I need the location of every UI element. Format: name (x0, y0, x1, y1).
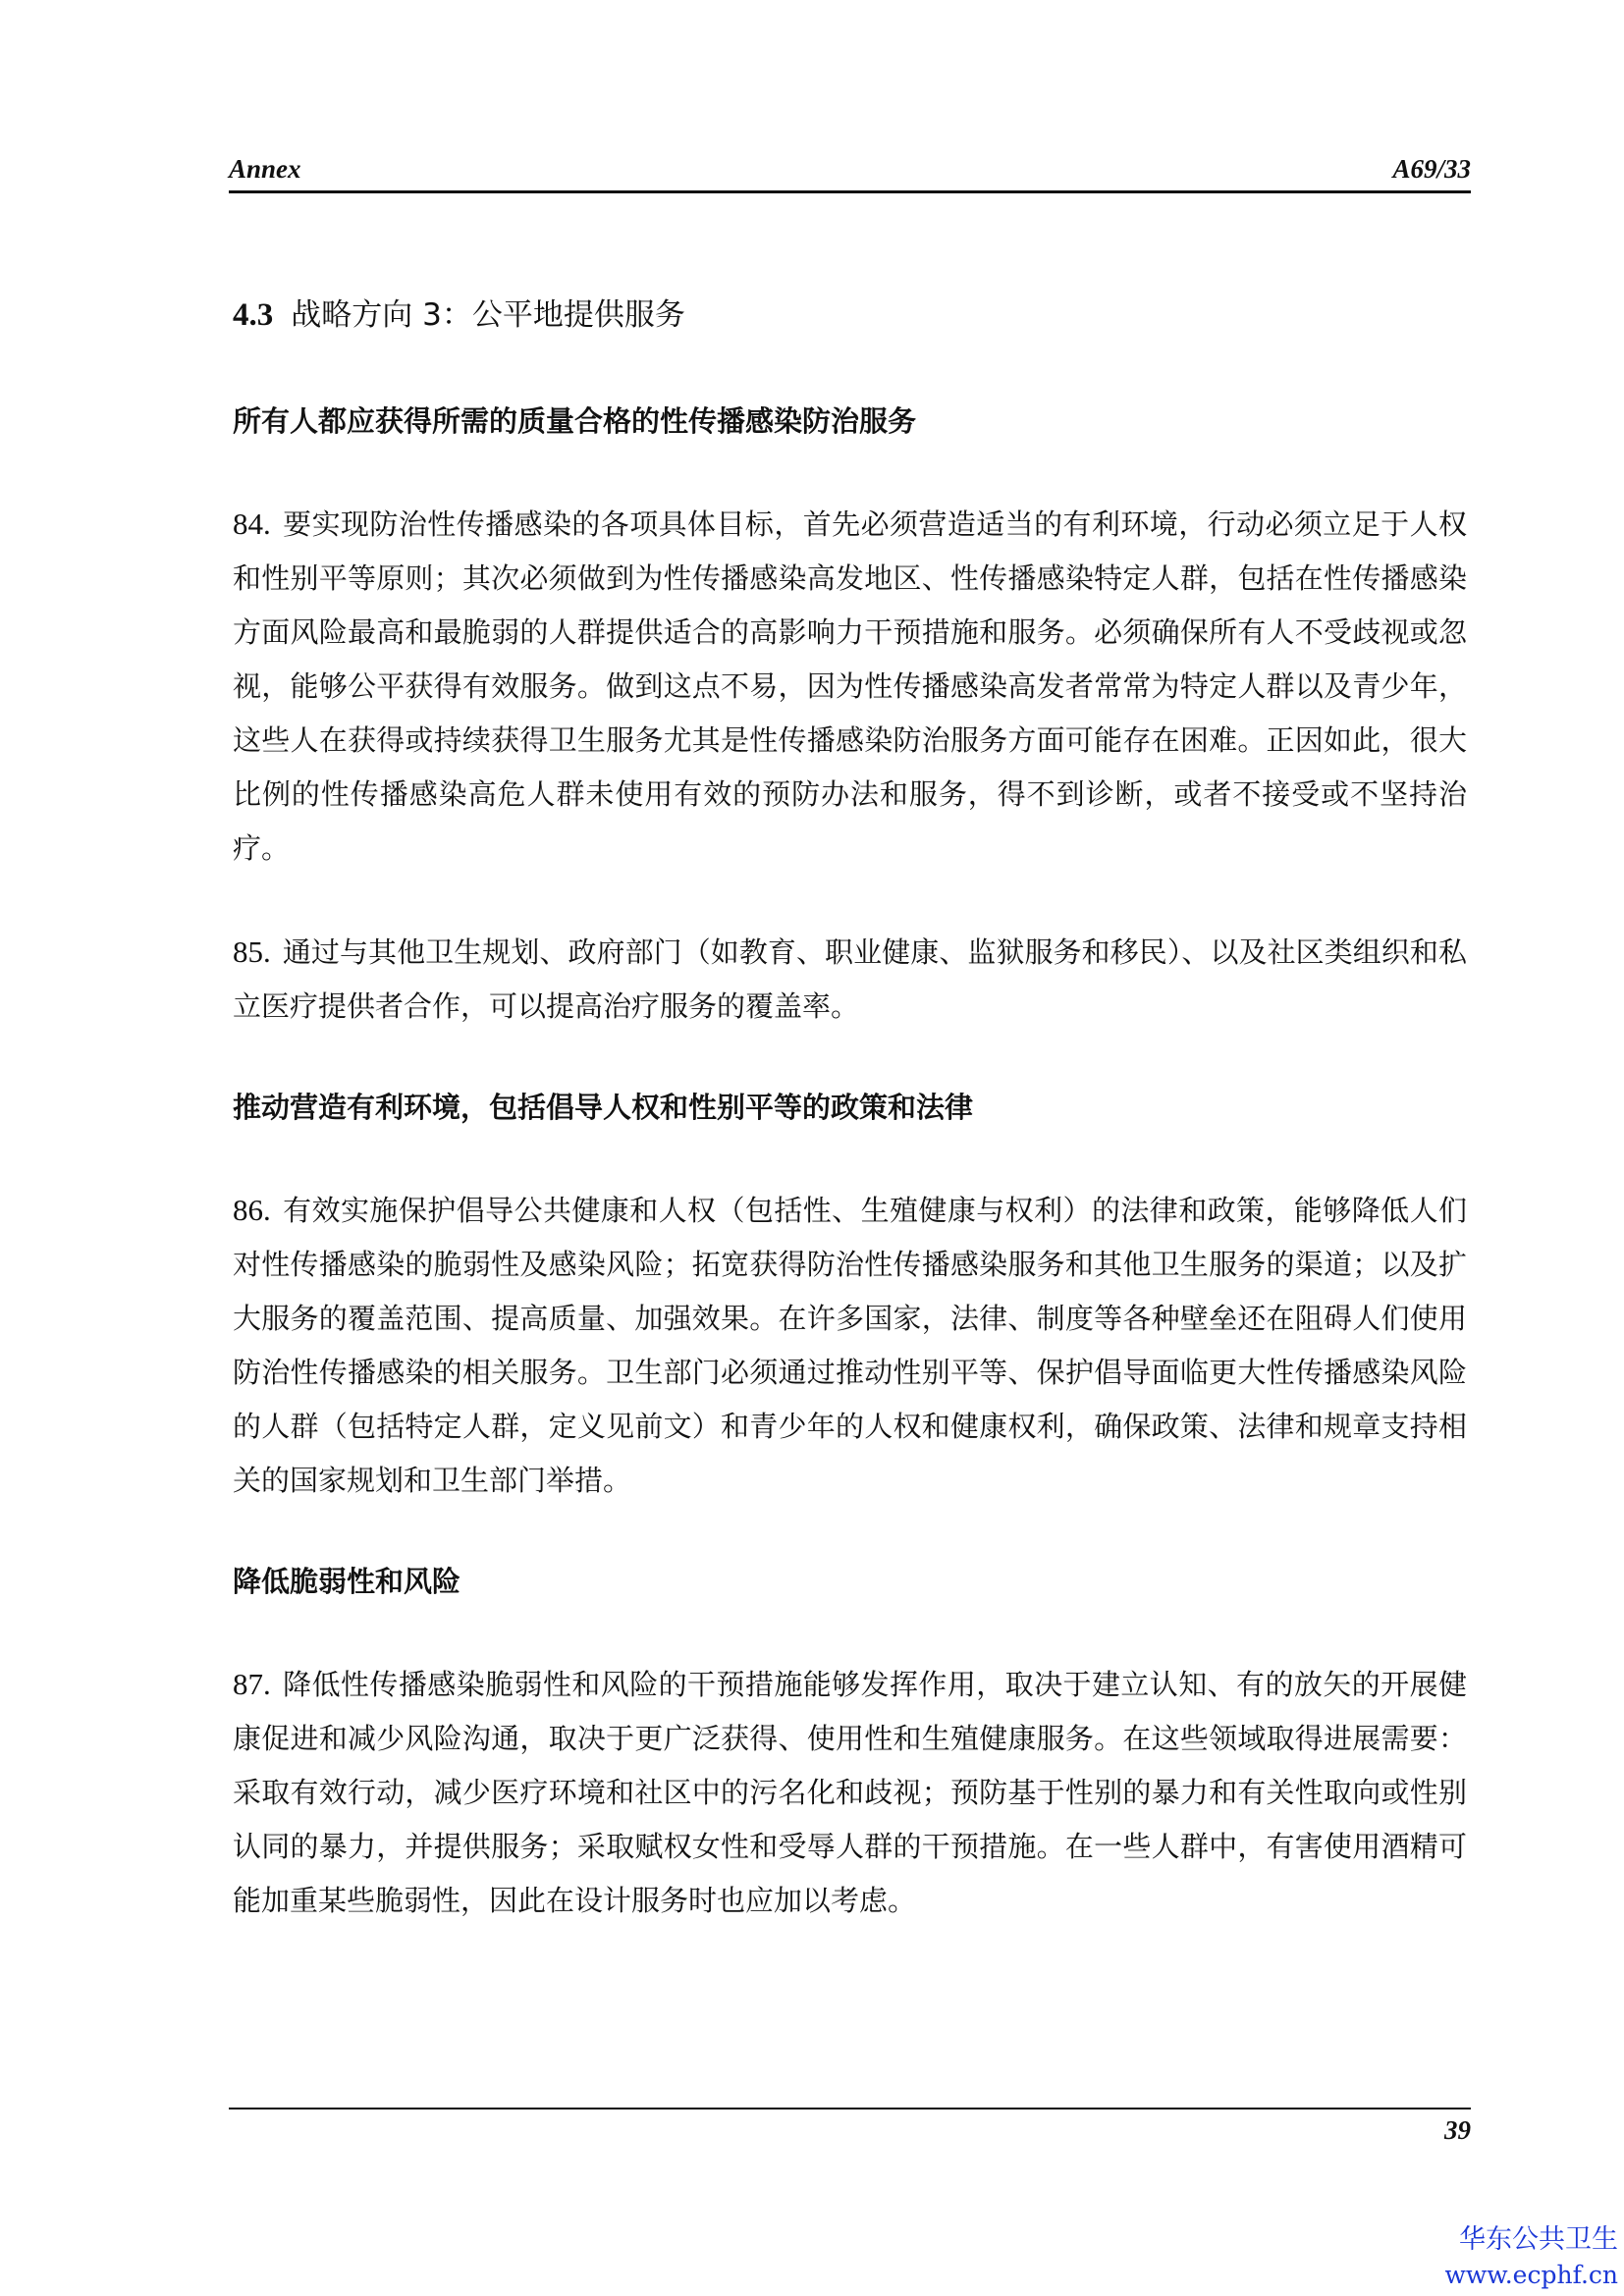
subheading-enabling-environment: 推动营造有利环境，包括倡导人权和性别平等的政策和法律 (233, 1091, 974, 1124)
main-content (233, 285, 1467, 1977)
subheading-equitable-services: 所有人都应获得所需的质量合格的性传播感染防治服务 (233, 404, 917, 438)
section-number: 4.3 (233, 297, 274, 333)
paragraph-85 (233, 925, 1467, 1034)
paragraph-number: 84. (233, 507, 271, 541)
paragraph-number: 87. (233, 1667, 271, 1701)
running-header (229, 147, 1471, 193)
page-number: 39 (1444, 2115, 1471, 2145)
section-heading (233, 285, 1467, 346)
header-document-code: A69/33 (1392, 154, 1471, 184)
paragraph-text: 通过与其他卫生规划、政府部门（如教育、职业健康、监狱服务和移民）、以及社区类组织和私立医疗提供者合作，可以提高治疗服务的覆盖率。 (233, 935, 1467, 1023)
paragraph-84 (233, 497, 1467, 876)
watermark-url: www.ecphf.cn (1444, 2261, 1618, 2289)
paragraph-number: 85. (233, 934, 271, 969)
header-annex-label: Annex (229, 154, 301, 184)
paragraph-text: 要实现防治性传播感染的各项具体目标，首先必须营造适当的有利环境，行动必须立足于人权和性别平等原则；其次必须做到为性传播感染高发地区、性传播感染特定人群，包括在性传播感染方面风险最高和最脆弱的人群提供适合的高影响力干预措施和服务。必须确保所有人不受歧视或忽视，能够公平获得有效服务。做到这点不易，因为性传播感染高发者常常为特定人群以及青少年，这些人在获得或持续获得卫生服务尤其是性传播感染防治服务方面可能存在困难。正因如此，很大比例的性传播感染高危人群未使用有效的预防办法和服务，得不到诊断，或者不接受或不坚持治疗。 (233, 507, 1467, 865)
paragraph-86 (233, 1183, 1467, 1508)
paragraph-text: 有效实施保护倡导公共健康和人权（包括性、生殖健康与权利）的法律和政策，能够降低人们对性传播感染的脆弱性及感染风险；拓宽获得防治性传播感染服务和其他卫生服务的渠道；以及扩大服务的覆盖范围、提高质量、加强效果。在许多国家，法律、制度等各种壁垒还在阻碍人们使用防治性传播感染的相关服务。卫生部门必须通过推动性别平等、保护倡导面临更大性传播感染风险的人群（包括特定人群，定义见前文）和青少年的人权和健康权利，确保政策、法律和规章支持相关的国家规划和卫生部门举措。 (233, 1194, 1467, 1497)
watermark (1445, 2222, 1619, 2293)
watermark-title: 华东公共卫生 (1459, 2224, 1618, 2255)
section-title: 战略方向 3：公平地提供服务 (291, 297, 685, 333)
paragraph-number: 86. (233, 1193, 271, 1227)
paragraph-87 (233, 1657, 1467, 1928)
footer-divider (229, 2108, 1471, 2109)
subheading-reduce-vulnerability: 降低脆弱性和风险 (233, 1565, 461, 1598)
paragraph-text: 降低性传播感染脆弱性和风险的干预措施能够发挥作用，取决于建立认知、有的放矢的开展健康促进和减少风险沟通，取决于更广泛获得、使用性和生殖健康服务。在这些领域取得进展需要：采取有效行动，减少医疗环境和社区中的污名化和歧视；预防基于性别的暴力和有关性取向或性别认同的暴力，并提供服务；采取赋权女性和受辱人群的干预措施。在一些人群中，有害使用酒精可能加重某些脆弱性，因此在设计服务时也应加以考虑。 (233, 1668, 1467, 1917)
